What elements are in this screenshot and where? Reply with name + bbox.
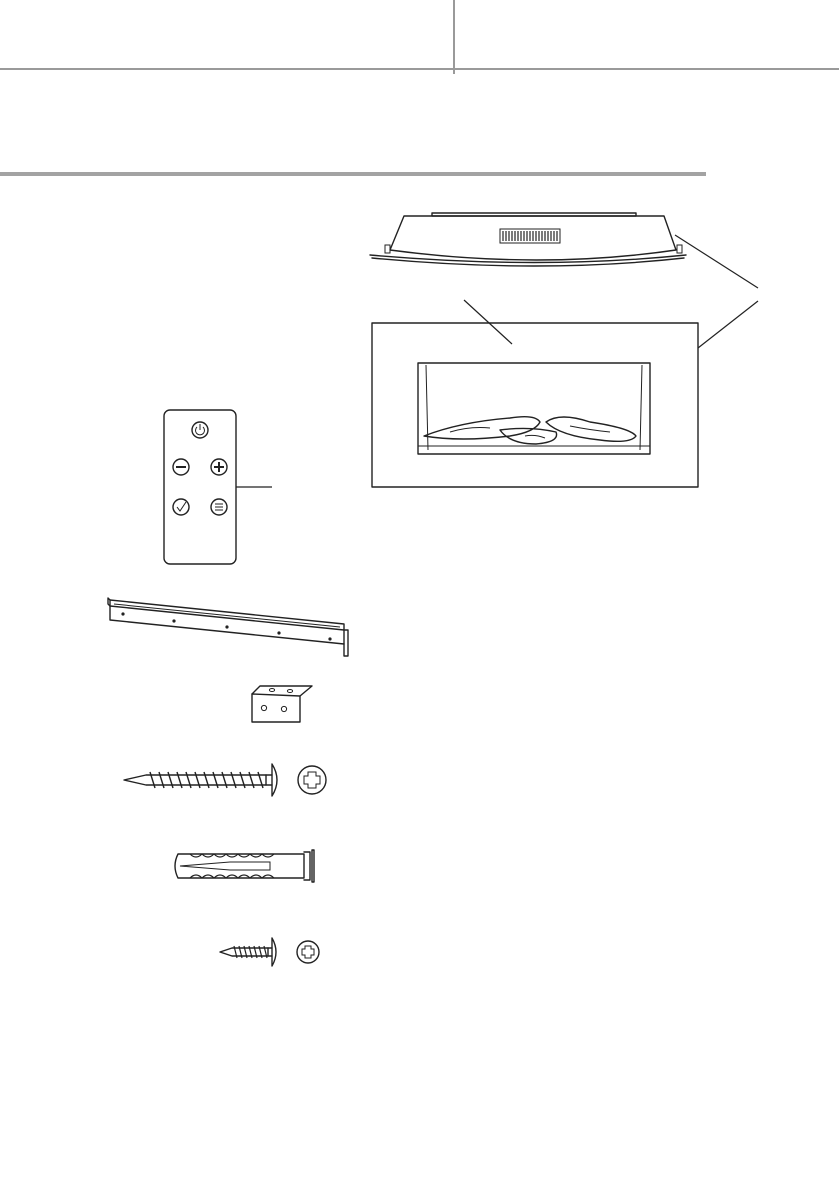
leader-line-glass-top (675, 235, 758, 288)
leader-line-glass-front (698, 301, 758, 348)
l-bracket-illustration (250, 684, 316, 724)
section-rule (0, 172, 706, 176)
vent-grille (500, 229, 560, 243)
plus-icon (211, 459, 227, 475)
fireplace-top-view (370, 213, 686, 266)
checkmark-icon (173, 499, 189, 515)
mounting-holes (121, 612, 331, 640)
short-screw-illustration (218, 934, 324, 970)
phillips-head-icon (297, 941, 319, 963)
fireplace-illustration (360, 200, 780, 500)
fireplace-logs (424, 417, 636, 444)
leader-line-screen (464, 300, 512, 344)
anchor-ribs (190, 854, 274, 878)
long-screw-illustration (120, 760, 332, 800)
fireplace-front-view (372, 323, 698, 487)
wall-bracket-illustration (104, 594, 354, 660)
menu-lines-icon (211, 499, 227, 515)
header-rule (0, 68, 839, 70)
wall-anchor-illustration (170, 846, 322, 886)
remote-control-illustration (162, 408, 288, 568)
minus-icon (173, 459, 189, 475)
header-column-divider (453, 0, 455, 74)
phillips-head-icon (298, 766, 326, 794)
power-icon (192, 422, 208, 438)
